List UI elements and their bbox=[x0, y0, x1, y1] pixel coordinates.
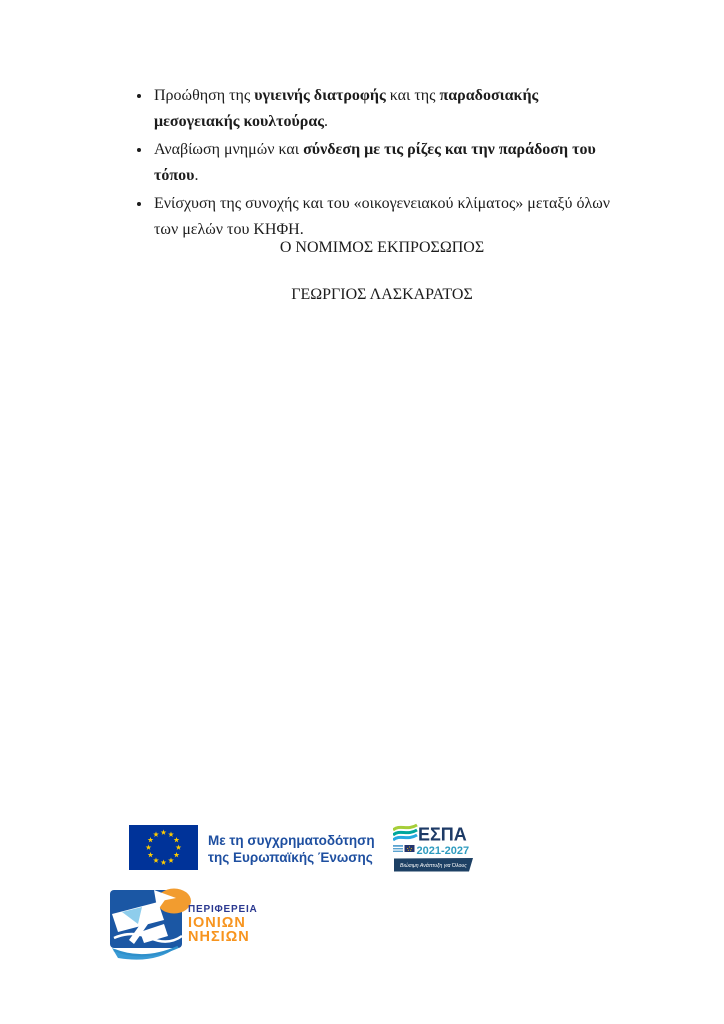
espa-tagline: Βιώσιμη Ανάπτυξη για Όλους bbox=[400, 862, 467, 869]
eu-cofunding-line2: της Ευρωπαϊκής Ένωσης bbox=[208, 850, 373, 865]
espa-name: ΕΣΠΑ bbox=[418, 824, 467, 845]
signatory-name: ΓΕΩΡΓΙΟΣ ΛΑΣΚΑΡΑΤΟΣ bbox=[291, 286, 473, 303]
bullet-marker bbox=[137, 137, 154, 189]
text-segment: και της bbox=[385, 87, 440, 104]
text-segment: Προώθηση της bbox=[154, 87, 255, 104]
bullet-marker bbox=[137, 83, 154, 135]
eu-cofunding-text bbox=[208, 832, 375, 866]
list-item bbox=[137, 191, 623, 243]
text-segment-bold: παραδοσιακής μεσογειακής κουλτούρας bbox=[154, 87, 539, 130]
bullet-dot-icon bbox=[137, 94, 141, 98]
eu-cofunding-line1: Με τη συγχρηματοδότηση bbox=[208, 833, 375, 848]
text-segment: Αναβίωση μνημών και bbox=[154, 141, 304, 158]
region-name-line3: ΝΗΣΙΩΝ bbox=[188, 929, 250, 945]
text-segment: . bbox=[194, 167, 199, 184]
region-name-line2: ΙΟΝΙΩΝ bbox=[188, 915, 246, 931]
text-segment: . bbox=[324, 113, 329, 130]
text-segment-bold: υγιεινής διατροφής bbox=[254, 87, 386, 104]
espa-period: 2021-2027 bbox=[416, 845, 470, 857]
bullet-marker bbox=[137, 191, 154, 243]
bullet-dot-icon bbox=[137, 148, 141, 152]
bullet-dot-icon bbox=[137, 202, 141, 206]
list-item bbox=[137, 137, 623, 189]
espa-logo-icon bbox=[393, 822, 475, 874]
region-name-line1: ΠΕΡΙΦΕΡΕΙΑ bbox=[188, 904, 258, 915]
list-item bbox=[137, 83, 623, 135]
bullet-text bbox=[154, 191, 622, 243]
ionian-islands-logo-icon bbox=[106, 886, 201, 962]
bullet-list bbox=[137, 83, 623, 245]
text-segment-bold: σύνδεση με τις ρίζες και την παράδοση του τόπου bbox=[154, 141, 596, 184]
bullet-text bbox=[154, 137, 622, 189]
bullet-text bbox=[154, 83, 622, 135]
eu-flag-icon bbox=[129, 825, 198, 870]
ionian-islands-logo-text bbox=[188, 904, 258, 944]
text-segment: Ενίσχυση της συνοχής και του «οικογενειακού κλίματος» μεταξύ όλων των μελών του ΚΗΦΗ. bbox=[154, 195, 610, 238]
signatory-title: Ο ΝΟΜΙΜΟΣ ΕΚΠΡΟΣΩΠΟΣ bbox=[279, 239, 485, 256]
